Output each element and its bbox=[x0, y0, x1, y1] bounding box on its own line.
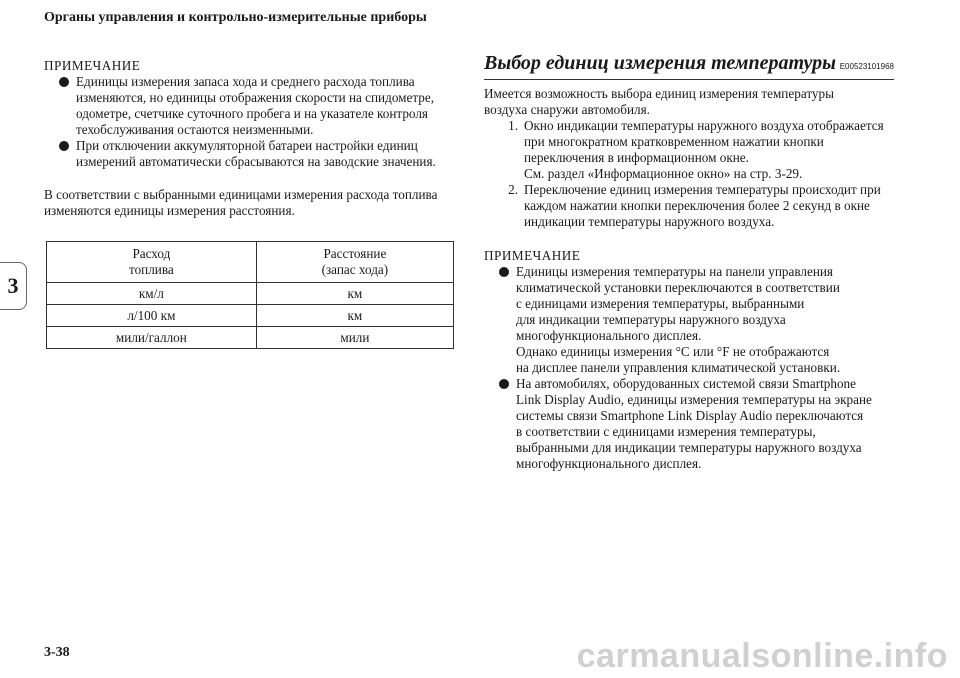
text-line: каждом нажатии кнопки переключения более 2 секунд в окне bbox=[524, 198, 870, 213]
text-line: на дисплее панели управления климатической установки. bbox=[516, 360, 841, 375]
header-line: Расстояние bbox=[323, 246, 387, 261]
text-line: Переключение единиц измерения температуры происходит при bbox=[524, 182, 881, 197]
table-cell: мили bbox=[256, 327, 453, 349]
table-cell: л/100 км bbox=[47, 305, 257, 327]
text-line: климатической установки переключаются в соответствии bbox=[516, 280, 840, 295]
table-header-distance bbox=[256, 242, 453, 283]
text-line: изменяются единицы измерения расстояния. bbox=[44, 203, 295, 218]
text-line: воздуха снаружи автомобиля. bbox=[484, 102, 650, 117]
table-row bbox=[47, 327, 454, 349]
note-bullet bbox=[484, 376, 894, 472]
text-line: переключения в информационном окне. bbox=[524, 150, 749, 165]
page-header: Органы управления и контрольно-измерительные приборы bbox=[44, 10, 427, 25]
numbered-step bbox=[484, 182, 894, 230]
right-column bbox=[484, 52, 894, 472]
watermark: carmanualsonline.info bbox=[576, 637, 948, 675]
header-line: Расход bbox=[132, 246, 171, 261]
step-number: 2. bbox=[508, 182, 518, 197]
text-line: одометре, счетчике суточного пробега и на указателе контроля bbox=[76, 106, 429, 121]
text-line: многофункционального дисплея. bbox=[516, 328, 702, 343]
table-cell: км bbox=[256, 305, 453, 327]
text-line: измерений автоматически сбрасываются на заводские значения. bbox=[76, 154, 436, 169]
header-line: топлива bbox=[128, 262, 174, 277]
numbered-step bbox=[484, 118, 894, 182]
note-bullet bbox=[44, 74, 456, 138]
left-column bbox=[44, 58, 456, 349]
text-line: для индикации температуры наружного воздуха bbox=[516, 312, 786, 327]
header-line: (запас хода) bbox=[321, 262, 389, 277]
section-title: Выбор единиц измерения температуры bbox=[484, 52, 837, 74]
bullet-icon bbox=[499, 267, 509, 277]
bullet-icon bbox=[499, 379, 509, 389]
step-number: 1. bbox=[508, 118, 518, 133]
text-line: при многократном кратковременном нажатии кнопки bbox=[524, 134, 824, 149]
text-line: В соответствии с выбранными единицами измерения расхода топлива bbox=[44, 187, 438, 202]
note-bullet bbox=[44, 138, 456, 170]
text-line: индикации температуры наружного воздуха. bbox=[524, 214, 775, 229]
text-line: Единицы измерения температуры на панели управления bbox=[516, 264, 833, 279]
text-line: Окно индикации температуры наружного воздуха отображается bbox=[524, 118, 884, 133]
table-cell: мили/галлон bbox=[47, 327, 257, 349]
text-line: изменяются, но единицы отображения скорости на спидометре, bbox=[76, 90, 435, 105]
table-header-fuel bbox=[47, 242, 257, 283]
note-bullet bbox=[484, 264, 894, 376]
table-row bbox=[47, 283, 454, 305]
note-title: ПРИМЕЧАНИЕ bbox=[44, 58, 141, 73]
text-line: Имеется возможность выбора единиц измерения температуры bbox=[484, 86, 834, 101]
text-line: См. раздел «Информационное окно» на стр. 3-29. bbox=[524, 166, 803, 181]
note-title: ПРИМЕЧАНИЕ bbox=[484, 248, 581, 263]
bullet-icon bbox=[59, 141, 69, 151]
text-line: При отключении аккумуляторной батареи настройки единиц bbox=[76, 138, 418, 153]
text-line: Однако единицы измерения °C или °F не отображаются bbox=[516, 344, 830, 359]
text-line: с единицами измерения температуры, выбранными bbox=[516, 296, 805, 311]
text-line: Единицы измерения запаса хода и среднего расхода топлива bbox=[76, 74, 415, 89]
table-row bbox=[47, 305, 454, 327]
section-code: E00523101968 bbox=[839, 62, 894, 71]
text-line: техобслуживания остаются неизменными. bbox=[76, 122, 314, 137]
text-line: системы связи Smartphone Link Display Audio переключаются bbox=[516, 408, 864, 423]
units-table bbox=[46, 241, 454, 349]
bullet-icon bbox=[59, 77, 69, 87]
text-line: На автомобилях, оборудованных системой связи Smartphone bbox=[516, 376, 856, 391]
section-heading bbox=[484, 52, 894, 80]
text-line: Link Display Audio, единицы измерения температуры на экране bbox=[516, 392, 872, 407]
intro-paragraph bbox=[484, 86, 894, 118]
table-cell: км bbox=[256, 283, 453, 305]
page-number: 3-38 bbox=[44, 645, 70, 660]
text-line: в соответствии с единицами измерения температуры, bbox=[516, 424, 816, 439]
table-cell: км/л bbox=[47, 283, 257, 305]
text-line: выбранными для индикации температуры наружного воздуха bbox=[516, 440, 862, 455]
paragraph bbox=[44, 187, 456, 219]
text-line: многофункционального дисплея. bbox=[516, 456, 702, 471]
chapter-tab: 3 bbox=[0, 262, 27, 310]
table-header-row bbox=[47, 242, 454, 283]
